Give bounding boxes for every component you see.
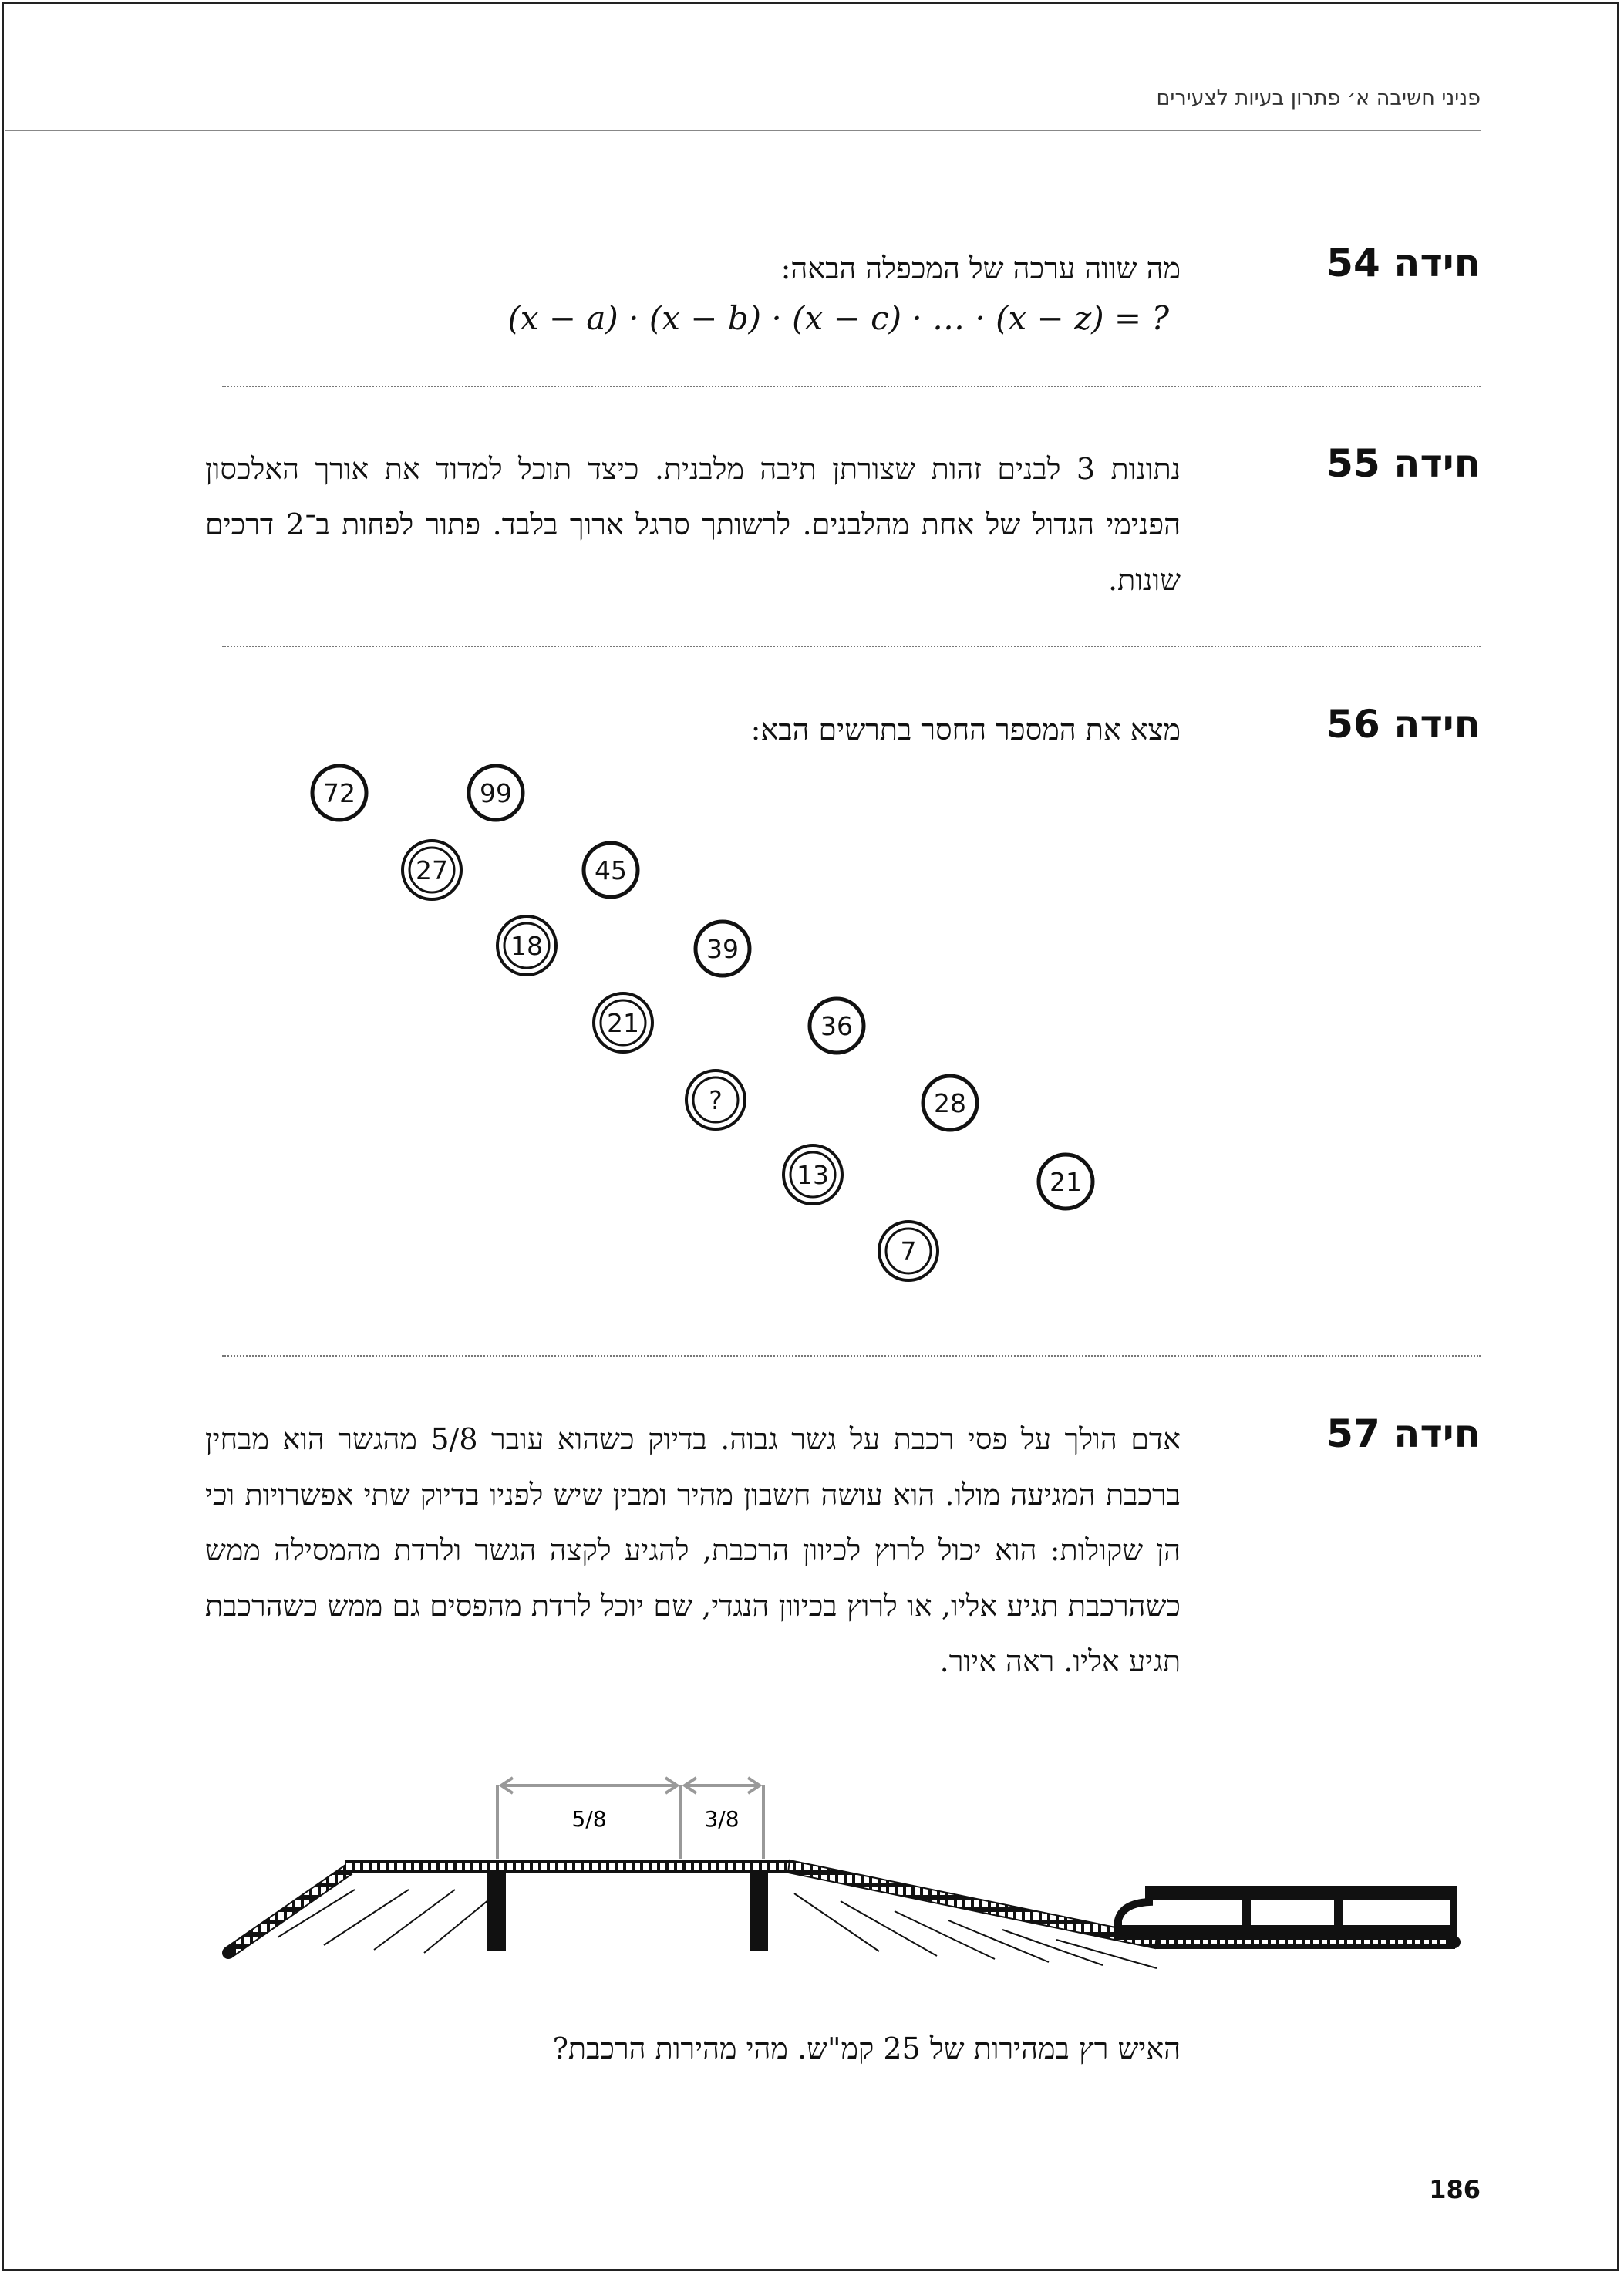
running-head: פניני חשיבה א׳ פתרון בעיות לצעירים [1156, 86, 1481, 110]
circle-value: 45 [595, 855, 627, 885]
number-circle [810, 999, 864, 1053]
separator [222, 1355, 1481, 1357]
circle-value: 36 [820, 1011, 853, 1041]
riddle-57-label: חידה 57 [1326, 1411, 1481, 1456]
riddle-55-text: נתונות 3 לבנים זהות שצורתן תיבה מלבנית. כיצד תוכל למדוד את אורך האלכסון הפנימי הגדול של אחת מהלבנים. לרשותך סרגל ארוך בלבד. פתור לפחות ב־2 דרכים שונות. [205, 452, 1181, 597]
number-circle [312, 766, 366, 820]
riddle-56-label: חידה 56 [1326, 702, 1481, 747]
number-circle [403, 841, 461, 899]
number-circles-diagram [0, 740, 1624, 1357]
number-circle [469, 766, 523, 820]
circle-value: 27 [416, 855, 448, 885]
bridge-pillar-left [487, 1873, 506, 1951]
circle-value: 28 [934, 1088, 966, 1118]
bridge-pillar-right [750, 1873, 768, 1951]
circle-value: 99 [480, 778, 512, 808]
number-circle [584, 843, 638, 897]
number-circle [1039, 1155, 1093, 1209]
circle-value: 21 [1050, 1167, 1082, 1197]
riddle-54-text: מה שווה ערכה של המכפלה הבאה: [780, 251, 1181, 285]
number-circle [497, 916, 556, 975]
riddle-55-label: חידה 55 [1326, 441, 1481, 486]
page-number: 186 [1429, 2175, 1481, 2204]
label-five-eighths: 5/8 [571, 1806, 607, 1832]
riddle-56-text: מצא את המספר החסר בתרשים הבא: [750, 713, 1181, 747]
circle-value: 13 [797, 1160, 829, 1190]
riddle-54-label: חידה 54 [1326, 241, 1481, 285]
riddle-57-question: האיש רץ במהירות של 25 קמ"ש. מהי מהירות הרכבת? [552, 2032, 1181, 2065]
header-rule [5, 130, 1481, 131]
number-circle [696, 922, 750, 976]
riddle-54-formula: (x − a) · (x − b) · (x − c) · … · (x − z) = ? [507, 299, 1169, 337]
circle-value: 72 [323, 778, 355, 808]
circle-value: 18 [510, 931, 543, 961]
number-circle [783, 1145, 842, 1204]
circle-value: ? [709, 1085, 723, 1115]
number-circle [879, 1222, 938, 1280]
separator [222, 386, 1481, 387]
circle-value: 7 [900, 1236, 917, 1266]
number-circle [923, 1076, 977, 1130]
separator [222, 646, 1481, 647]
circle-value: 21 [607, 1008, 639, 1038]
circle-value: 39 [706, 934, 739, 964]
train [1118, 1890, 1454, 1936]
label-three-eighths: 3/8 [704, 1806, 740, 1832]
number-circle [686, 1071, 745, 1129]
number-circle [594, 993, 652, 1052]
riddle-57-text: אדם הולך על פסי רכבת על גשר גבוה. בדיוק כשהוא עובר 5/8 מהגשר הוא מבחין ברכבת המגיעה מולו. הוא עושה חשבון מהיר ומבין שיש לפניו בדיוק שתי אפשרויות וכי הן שקולות: הוא יכול לרוץ לכיוון הרכבת, להגיע לקצה הגשר ולרדת מהמסילה ממש כשהרכבת תגיע אליו, או לרוץ בכיוון הנגדי, שם יוכל לרדת מהפסים גם ממש כשהרכבת תגיע אליו. ראה איור. [205, 1422, 1181, 1678]
bridge-illustration [216, 1774, 1481, 2028]
